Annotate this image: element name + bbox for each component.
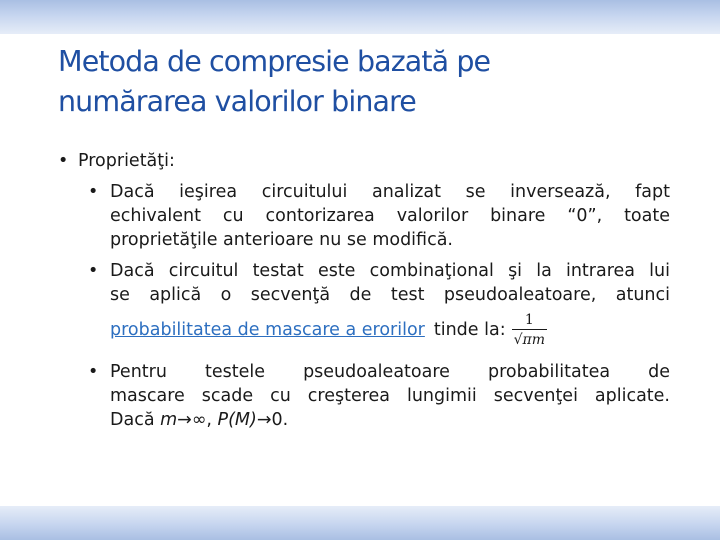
bottom-gradient-band xyxy=(0,506,720,540)
item-3-prefix: Dacă xyxy=(110,410,161,430)
tends-to-label: tinde la: xyxy=(433,320,506,340)
item-1-line-2: echivalent cu contorizarea valorilor binare “0”, toate xyxy=(110,206,670,226)
item-3-line-3 xyxy=(110,408,670,432)
top-gradient-band xyxy=(0,0,720,34)
item-2-line-2: se aplică o secvenţă de test pseudoaleatoare, atunci xyxy=(110,285,670,305)
item-1-line-1: Dacă ieşirea circuitului analizat se inversează, fapt xyxy=(110,182,670,202)
fraction-denominator: √πm xyxy=(512,329,547,348)
slide-content xyxy=(58,146,670,439)
arrow-infinity: →∞, xyxy=(177,410,218,430)
probability-expression: P(M) xyxy=(217,410,257,430)
bullet-icon: • xyxy=(88,261,99,281)
arrow-zero: →0. xyxy=(256,410,289,430)
properties-heading xyxy=(58,146,670,176)
list-item xyxy=(88,360,670,432)
item-2-line-1: Dacă circuitul testat este combinaţional şi la intrarea lui xyxy=(110,261,670,281)
fraction-numerator: 1 xyxy=(524,312,534,328)
item-3-line-1: Pentru testele pseudoaleatoare probabilitatea de xyxy=(110,362,670,382)
bullet-icon: • xyxy=(88,182,99,202)
slide-title xyxy=(58,42,678,122)
item-2-formula-line xyxy=(110,307,670,353)
list-item xyxy=(88,180,670,252)
properties-label: Proprietăţi: xyxy=(78,151,175,171)
error-masking-probability-link[interactable]: probabilitatea de mascare a erorilor xyxy=(110,320,425,340)
fraction-formula xyxy=(512,312,547,348)
slide-title-line-1: Metoda de compresie bazată pe xyxy=(58,45,491,78)
slide-title-line-2: numărarea valorilor binare xyxy=(58,85,416,118)
bullet-icon: • xyxy=(58,151,69,171)
bullet-icon: • xyxy=(88,362,99,382)
item-1-line-3: proprietăţile anterioare nu se modifică. xyxy=(110,230,453,250)
list-item xyxy=(88,259,670,353)
variable-m: m xyxy=(160,410,178,430)
item-3-line-2: mascare scade cu creşterea lungimii secvenţei aplicate. xyxy=(110,386,670,406)
properties-list xyxy=(88,180,670,432)
